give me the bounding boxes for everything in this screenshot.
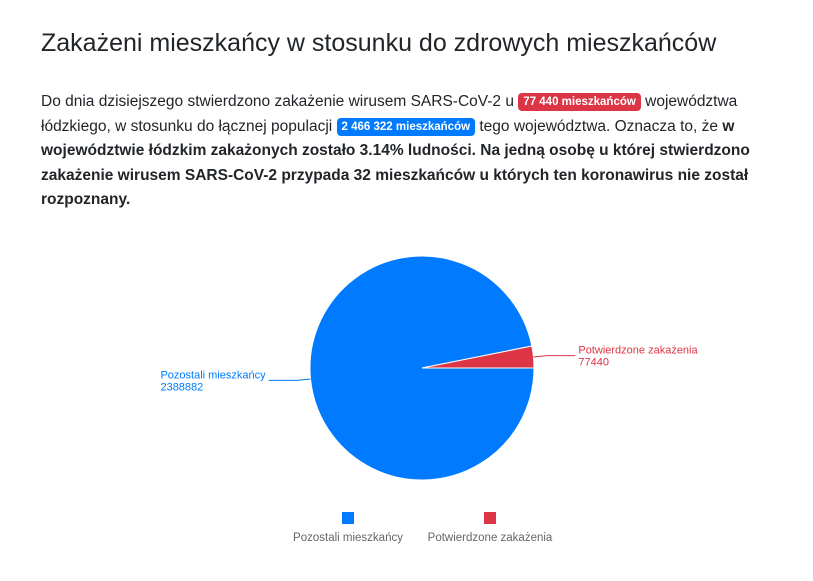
callout-label-0: Pozostali mieszkańcy: [160, 369, 266, 382]
chart-legend: [293, 512, 553, 544]
summary-bold-text: w województwie łódzkim zakażonych zostało 3.14% ludności. Na jedną osobę u której stwierdzono zakażenie wirusem SARS-CoV-2 przypada 32 mieszkańców u których ten koronawirus nie został rozpoznany.: [41, 117, 750, 208]
summary-text-1: Do dnia dzisiejszego stwierdzono zakażenie wirusem SARS-CoV-2 u: [41, 93, 514, 110]
callout-value-0: 2388882: [160, 381, 204, 394]
callout-label-1: Potwierdzone zakażenia: [578, 344, 698, 357]
callout-line-0: [269, 379, 311, 380]
legend-label-0[interactable]: Pozostali mieszkańcy: [293, 532, 403, 544]
legend-swatch-1[interactable]: [484, 512, 496, 524]
infected-count-badge: 77 440 mieszkańców: [518, 93, 641, 111]
summary-text-2: województwa łódzkiego, w stosunku do łącznej populacji: [41, 93, 738, 135]
page-title: Zakażeni mieszkańcy w stosunku do zdrowych mieszkańców: [41, 29, 717, 57]
callout-line-1: [533, 356, 575, 357]
callout-value-1: 77440: [578, 356, 609, 369]
pie-slices: [310, 256, 534, 480]
summary-text-3: tego województwa. Oznacza to, że: [479, 117, 719, 135]
legend-label-1[interactable]: Potwierdzone zakażenia: [427, 532, 553, 544]
population-badge: 2 466 322 mieszkańców: [337, 118, 476, 136]
legend-swatch-0[interactable]: [342, 512, 354, 524]
